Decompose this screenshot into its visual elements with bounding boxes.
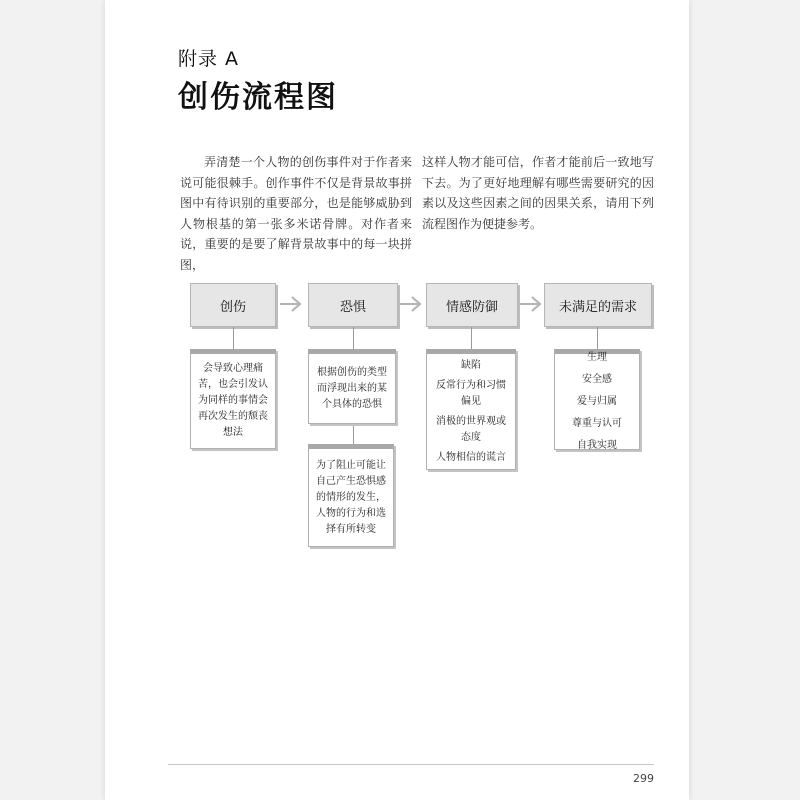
- detail-item: 自我实现: [577, 439, 617, 451]
- fear-detail-text: 根据创伤的类型而浮现出来的某个具体的恐惧: [317, 366, 387, 410]
- stage-header-emotional-defense: 情感防御: [426, 283, 518, 327]
- trauma-detail-text: 会导致心理痛苦，也会引发认为同样的事情会再次发生的颓丧想法: [198, 363, 268, 438]
- fear-subdetail-text: 为了阻止可能让自己产生恐惧感的情形的发生，人物的行为和选择有所转变: [316, 459, 386, 535]
- detail-item: 人物相信的谎言: [436, 451, 506, 463]
- footer-rule: [168, 764, 654, 765]
- intro-left-column: 弄清楚一个人物的创伤事件对于作者来说可能很棘手。创作事件不仅是背景故事拼图中有待识别的重要部分，也是能够威胁到人物根基的第一张多米诺骨牌。对作者来说，重要的是要了解背景故事中的每一块拼图，: [180, 155, 412, 272]
- detail-item: 安全感: [582, 373, 612, 385]
- arrow-right-icon: [518, 291, 544, 317]
- stage-header-unmet-need: 未满足的需求: [544, 283, 652, 327]
- detail-item: 尊重与认可: [572, 417, 622, 429]
- detail-item: 消极的世界观或态度: [436, 415, 506, 443]
- connector-line: [353, 424, 354, 444]
- fear-subdetail-box: [308, 444, 394, 547]
- connector-line: [233, 327, 234, 349]
- connector-line: [597, 327, 598, 349]
- detail-item: 缺陷: [461, 359, 481, 371]
- trauma-detail-box: [190, 349, 276, 449]
- detail-item: 爱与归属: [577, 395, 617, 407]
- emotional-defense-detail-box: [426, 349, 516, 470]
- stage-header-trauma: 创伤: [190, 283, 276, 327]
- arrow-right-icon: [278, 291, 304, 317]
- fear-detail-box: [308, 349, 396, 424]
- connector-line: [353, 327, 354, 349]
- unmet-need-detail-box: [554, 349, 640, 450]
- connector-line: [471, 327, 472, 349]
- intro-right-column: 这样人物才能可信，作者才能前后一致地写下去。为了更好地理解有哪些需要研究的因素以及这些因素之间的因果关系，请用下列流程图作为便捷参考。: [422, 155, 654, 231]
- chapter-title: 创伤流程图: [178, 80, 338, 115]
- detail-item: 生理: [587, 351, 607, 363]
- stage-header-fear: 恐惧: [308, 283, 398, 327]
- appendix-label: 附录 A: [178, 48, 240, 70]
- detail-item: 反常行为和习惯偏见: [436, 379, 506, 407]
- arrow-right-icon: [398, 291, 424, 317]
- page-number: 299: [633, 772, 654, 785]
